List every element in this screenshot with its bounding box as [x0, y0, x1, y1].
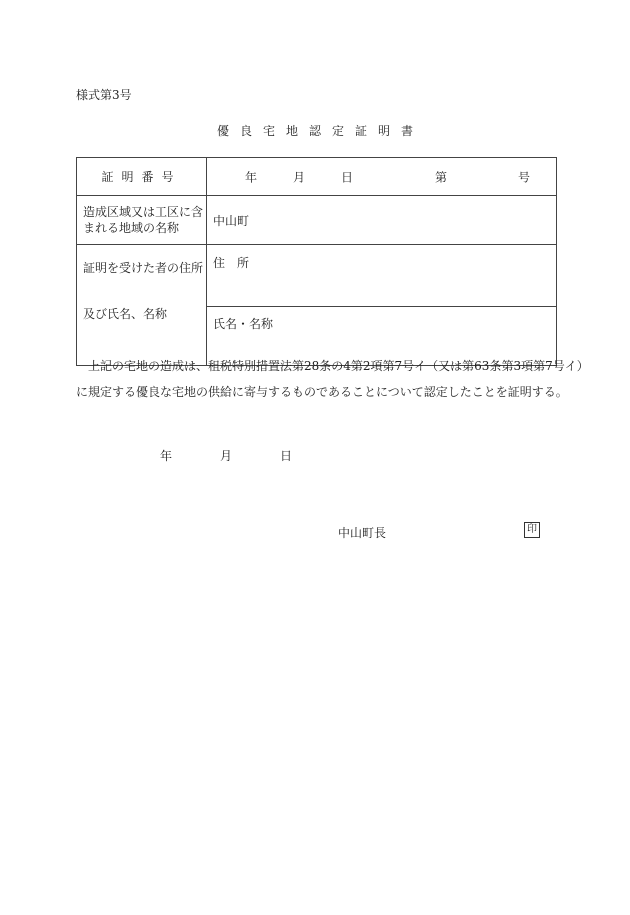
cert-number-row [77, 158, 557, 196]
statement-line-2: に規定する優良な宅地の供給に寄与するものであることについて認定したことを証明する。 [76, 385, 568, 399]
certificate-table [76, 157, 557, 366]
signatory-name: 中山町長 [338, 526, 387, 540]
cert-number-label: 証明番号 [77, 158, 207, 196]
statement-line-1: 上記の宅地の造成は、租税特別措置法第28条の4第2項第7号イ（又は第63条第3項第7号イ） [88, 359, 589, 373]
recipient-label-cell [77, 245, 207, 366]
address-label: 住 所 [213, 256, 250, 270]
seal-icon: 印 [524, 522, 540, 538]
date-year-label: 年 [245, 170, 258, 184]
form-number: 様式第3号 [76, 88, 132, 102]
area-row [77, 196, 557, 245]
date-month-label: 月 [293, 170, 306, 184]
document-title: 優良宅地認定証明書 [216, 124, 424, 138]
issue-month-label: 月 [220, 449, 233, 463]
date-day-label: 日 [341, 170, 354, 184]
number-prefix-label: 第 [435, 170, 448, 184]
number-suffix-label: 号 [518, 170, 531, 184]
recipient-label-line2: 及び氏名、名称 [83, 307, 168, 321]
recipient-label-line1: 証明を受けた者の住所 [83, 261, 204, 275]
address-row [77, 245, 557, 307]
area-label: 造成区域又は工区に含まれる地域の名称 [77, 196, 207, 245]
certification-statement [76, 353, 589, 405]
issue-year-label: 年 [160, 449, 173, 463]
cert-number-field [207, 158, 557, 196]
area-value: 中山町 [207, 196, 557, 245]
issue-day-label: 日 [280, 449, 293, 463]
address-field [207, 245, 557, 307]
name-label: 氏名・名称 [213, 317, 274, 331]
